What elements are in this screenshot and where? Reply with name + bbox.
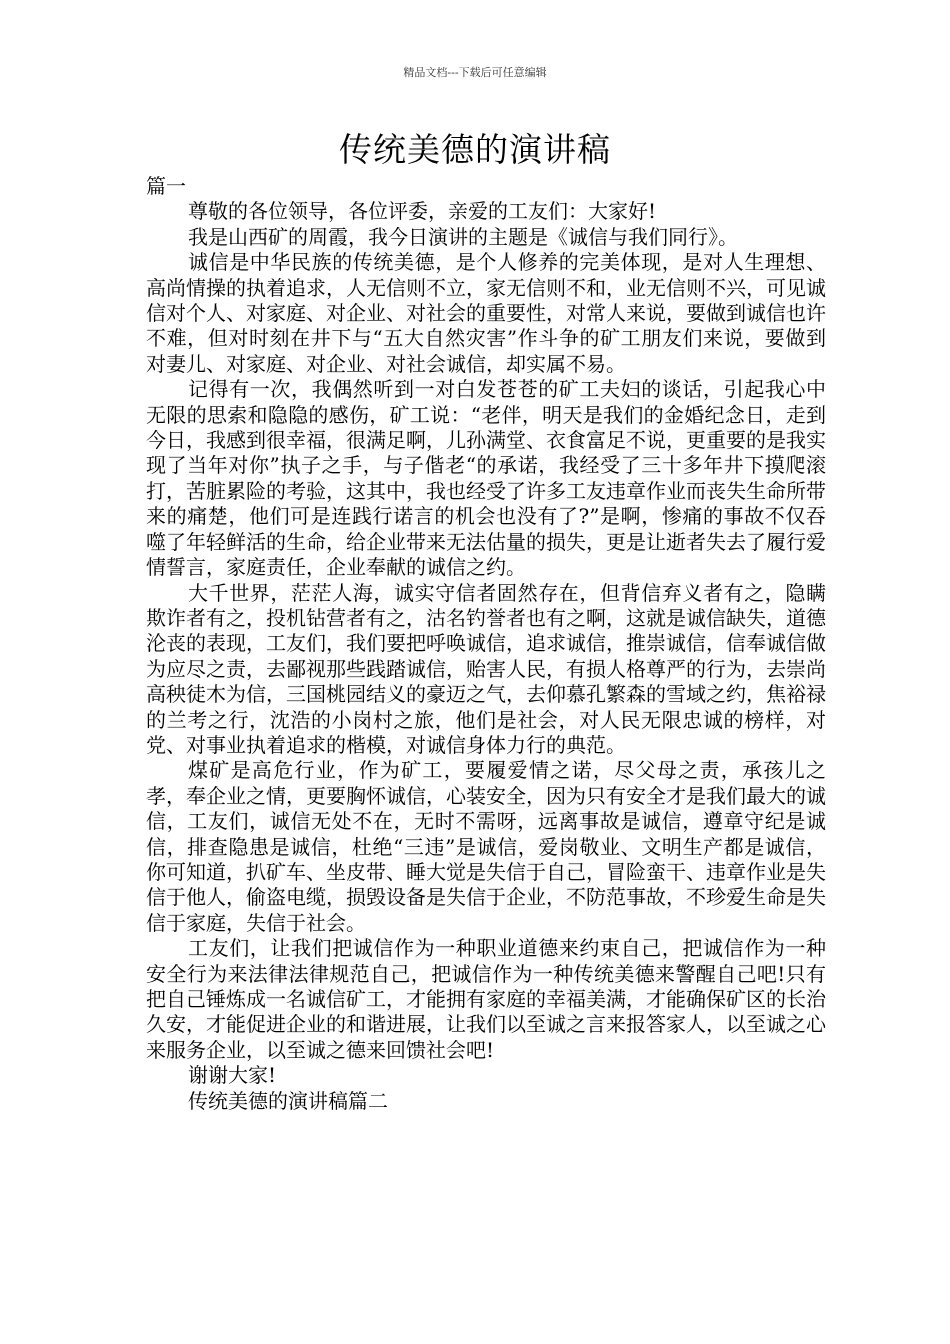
paragraph: 工友们，让我们把诚信作为一种职业道德来约束自己，把诚信作为一种安全行为来法律法律规范自己，把诚信作为一种传统美德来警醒自己吧!只有把自己锤炼成一名诚信矿工，才能拥有家庭的幸福美满，才能确保矿区的长治久安，才能促进企业的和谐进展，让我们以至诚之言来报答家人，以至诚之心来服务企业，以至诚之德来回馈社会吧!: [146, 936, 826, 1062]
document-title: 传统美德的演讲稿: [339, 130, 611, 169]
paragraph: 煤矿是高危行业，作为矿工，要履爱情之诺，尽父母之责，承孩儿之孝，奉企业之情，更要胸怀诚信，心装安全，因为只有安全才是我们最大的诚信，工友们，诚信无处不在，无时不需呀，远离事故是诚信，遵章守纪是诚信，排查隐患是诚信，杜绝“三违”是诚信，爱岗敬业、文明生产都是诚信，你可知道，扒矿车、坐皮带、睡大觉是失信于自己，冒险蛮干、违章作业是失信于他人，偷盗电缆，损毁设备是失信于企业，不防范事故，不珍爱生命是失信于家庭，失信于社会。: [146, 758, 826, 935]
paragraph-thanks: 谢谢大家!: [188, 1063, 277, 1088]
paragraph: 记得有一次，我偶然听到一对白发苍苍的矿工夫妇的谈话，引起我心中无限的思索和隐隐的感伤，矿工说：“老伴，明天是我们的金婚纪念日，走到今日，我感到很幸福，很满足啊，儿孙满堂、衣食富足不说，更重要的是我实现了当年对你”执子之手，与子偕老“的承诺，我经受了三十多年井下摸爬滚打，苦脏累险的考验，这其中，我也经受了许多工友违章作业而丧失生命所带来的痛楚，他们可是连践行诺言的机会也没有了?”是啊，惨痛的事故不仅吞噬了年轻鲜活的生命，给企业带来无法估量的损失，更是让逝者失去了履行爱情誓言，家庭责任，企业奉献的诚信之约。: [146, 377, 826, 580]
paragraph-greeting: 尊敬的各位领导，各位评委，亲爱的工友们：大家好!: [188, 199, 657, 224]
paragraph-intro: 我是山西矿的周霞，我今日演讲的主题是《诚信与我们同行》。: [188, 224, 738, 249]
paragraph: 大千世界，茫茫人海，诚实守信者固然存在，但背信弃义者有之，隐瞒欺诈者有之，投机钻营者有之，沽名钓誉者也有之啊，这就是诚信缺失，道德沦丧的表现，工友们，我们要把呼唤诚信，追求诚信，推崇诚信，信奉诚信做为应尽之责，去鄙视那些践踏诚信，贻害人民，有损人格尊严的行为，去崇尚高秧徒木为信，三国桃园结义的豪迈之气，去仰慕孔繁森的雪域之约，焦裕禄的兰考之行，沈浩的小岗村之旅，他们是社会，对人民无限忠诚的榜样，对党、对事业执着追求的楷模，对诚信身体力行的典范。: [146, 580, 826, 757]
header-note: 精品文档---下载后可任意编辑: [403, 66, 547, 79]
document-body: [146, 174, 826, 1114]
section-label: 篇一: [146, 174, 186, 198]
section-heading-next: 传统美德的演讲稿篇二: [188, 1088, 388, 1113]
paragraph: 诚信是中华民族的传统美德，是个人修养的完美体现，是对人生理想、高尚情操的执着追求，人无信则不立，家无信则不和，业无信则不兴，可见诚信对个人、对家庭、对企业、对社会的重要性，对常人来说，要做到诚信也许不难，但对时刻在井下与“五大自然灾害”作斗争的矿工朋友们来说，要做到对妻儿、对家庭、对企业、对社会诚信，却实属不易。: [146, 250, 826, 376]
